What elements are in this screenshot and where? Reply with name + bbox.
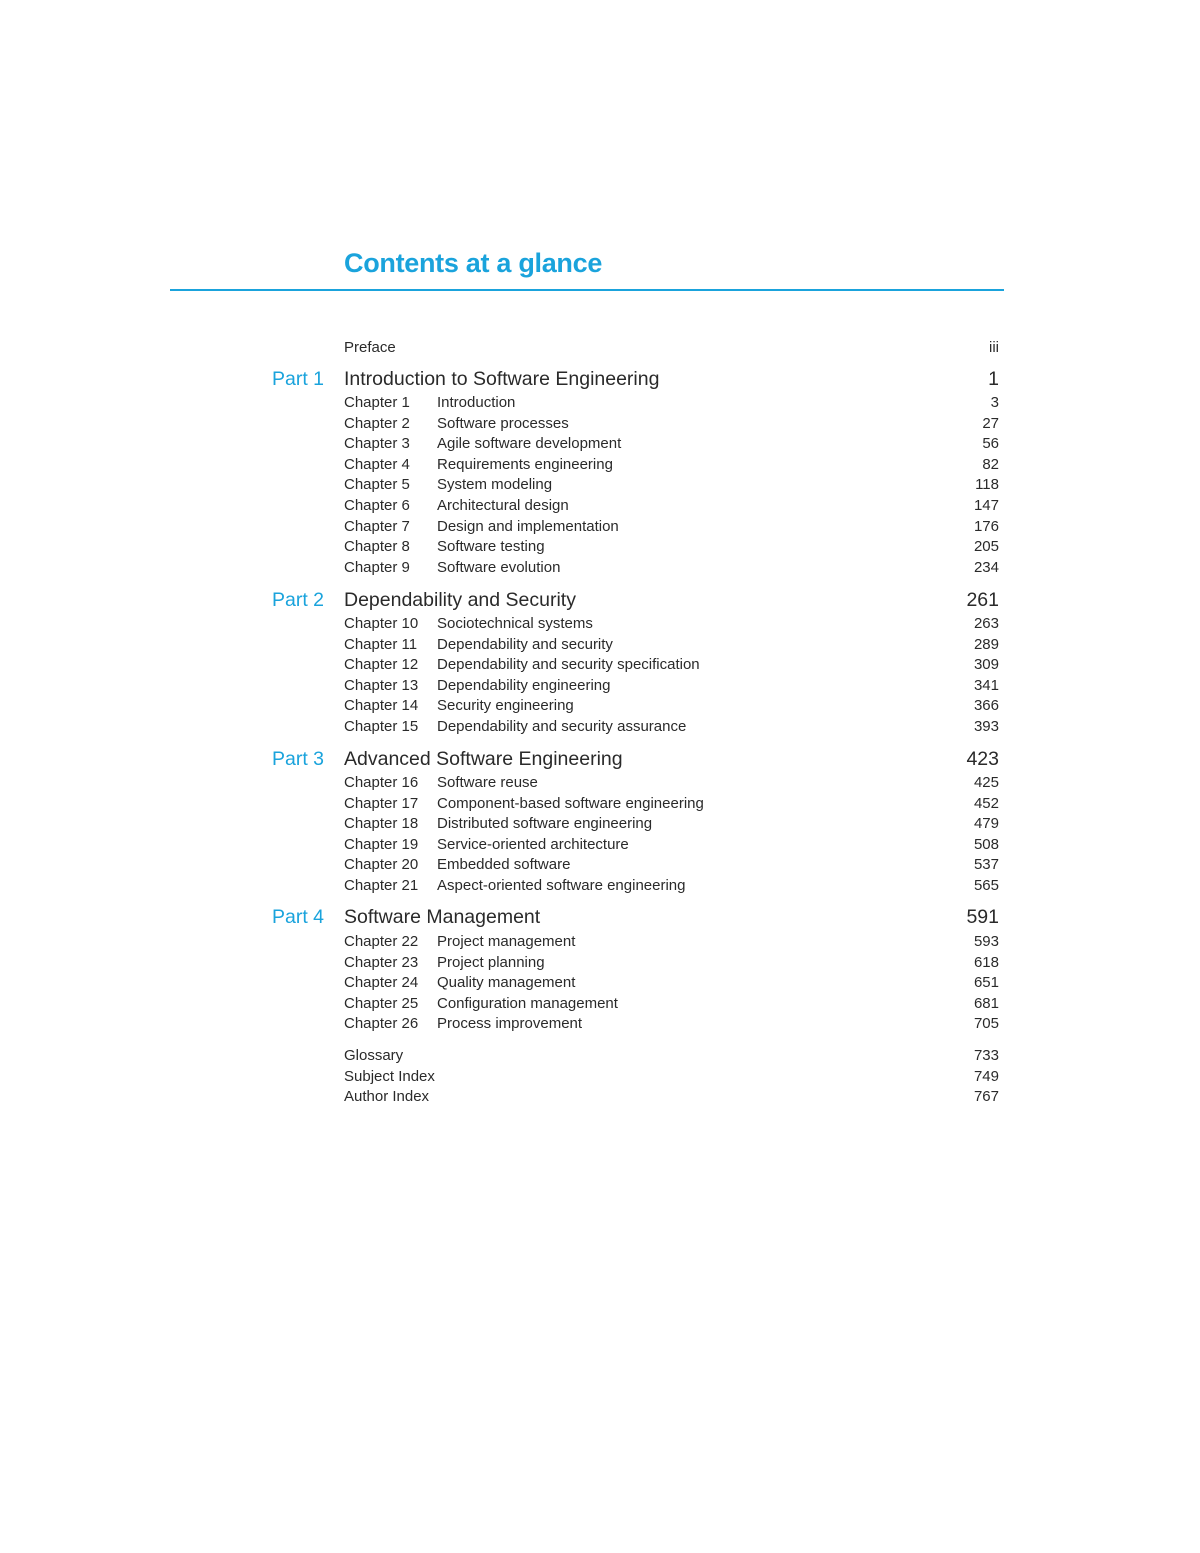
chapter-title: Distributed software engineering	[437, 815, 653, 833]
chapter-page-number: 309	[973, 656, 999, 674]
part-heading[interactable]	[0, 746, 1200, 772]
chapter-entry[interactable]	[0, 414, 1200, 435]
chapter-number: Chapter 1	[344, 394, 410, 411]
chapter-title: Agile software development	[437, 435, 622, 453]
chapter-entry[interactable]	[0, 717, 1200, 738]
part-title: Advanced Software Engineering	[344, 748, 623, 770]
chapter-entry[interactable]	[0, 475, 1200, 496]
chapter-entry[interactable]	[0, 953, 1200, 974]
chapter-page-number: 289	[973, 635, 999, 653]
chapter-title: Software testing	[437, 538, 545, 556]
chapter-number: Chapter 20	[344, 856, 419, 874]
chapter-number: Chapter 7	[344, 517, 410, 535]
back-matter-entry[interactable]	[0, 1067, 1200, 1088]
chapter-entry[interactable]	[0, 517, 1200, 538]
chapter-page-number: 393	[973, 718, 999, 735]
part-page-number: 1	[988, 368, 999, 390]
part-title: Introduction to Software Engineering	[344, 368, 660, 390]
chapter-entry[interactable]	[0, 676, 1200, 697]
chapter-title: Dependability and security specification	[437, 656, 700, 674]
chapter-title: Software reuse	[437, 774, 538, 791]
part-page-number: 591	[966, 906, 999, 928]
chapter-page-number: 27	[982, 414, 999, 432]
chapter-page-number: 681	[973, 994, 999, 1012]
chapter-entry[interactable]	[0, 635, 1200, 656]
chapter-page-number: 705	[973, 1015, 999, 1033]
chapter-title: Dependability and security	[437, 635, 613, 653]
chapter-page-number: 56	[982, 435, 999, 453]
chapter-page-number: 593	[973, 933, 999, 950]
chapter-title: System modeling	[437, 476, 553, 494]
chapter-entry[interactable]	[0, 455, 1200, 476]
entry-page-number: 749	[973, 1068, 999, 1085]
chapter-number: Chapter 19	[344, 835, 419, 853]
entry-label: Glossary	[344, 1047, 404, 1064]
chapter-page-number: 118	[975, 476, 999, 494]
chapter-number: Chapter 24	[344, 974, 419, 992]
chapter-entry[interactable]	[0, 655, 1200, 676]
chapter-page-number: 82	[982, 455, 999, 473]
entry-page-number: 767	[973, 1088, 999, 1105]
part-heading[interactable]	[0, 904, 1200, 930]
chapter-page-number: 508	[973, 835, 999, 853]
title-divider	[170, 289, 1004, 291]
chapter-page-number: 234	[973, 558, 999, 576]
chapter-title: Requirements engineering	[437, 455, 613, 473]
chapter-number: Chapter 12	[344, 656, 419, 674]
entry-page-number: iii	[989, 339, 999, 356]
chapter-entry[interactable]	[0, 994, 1200, 1015]
chapter-page-number: 537	[973, 856, 999, 874]
chapter-entry[interactable]	[0, 794, 1200, 815]
chapter-entry[interactable]	[0, 773, 1200, 794]
back-matter-entry[interactable]	[0, 1087, 1200, 1108]
chapter-title: Project management	[437, 933, 576, 950]
part-number: Part 3	[272, 748, 325, 770]
chapter-entry[interactable]	[0, 393, 1200, 414]
part-number: Part 4	[272, 906, 325, 928]
chapter-title: Introduction	[437, 394, 516, 411]
entry-label: Author Index	[344, 1088, 430, 1105]
part-heading[interactable]	[0, 366, 1200, 392]
chapter-title: Software processes	[437, 414, 569, 432]
chapter-page-number: 3	[990, 394, 999, 411]
chapter-title: Project planning	[437, 953, 545, 971]
chapter-number: Chapter 5	[344, 476, 410, 494]
part-number: Part 1	[272, 368, 325, 390]
chapter-page-number: 147	[973, 497, 999, 514]
entry-label: Preface	[344, 339, 396, 356]
chapter-title: Dependability and security assurance	[437, 718, 687, 735]
entry-label: Subject Index	[344, 1068, 435, 1085]
chapter-page-number: 651	[973, 974, 999, 992]
chapter-title: Design and implementation	[437, 517, 619, 535]
chapter-number: Chapter 17	[344, 794, 419, 812]
chapter-entry[interactable]	[0, 932, 1200, 953]
back-matter-entry[interactable]	[0, 1046, 1200, 1067]
chapter-entry[interactable]	[0, 973, 1200, 994]
page-title: Contents at a glance	[344, 248, 603, 278]
chapter-title: Dependability engineering	[437, 676, 611, 694]
chapter-number: Chapter 21	[344, 877, 419, 894]
chapter-entry[interactable]	[0, 814, 1200, 835]
chapter-page-number: 341	[973, 676, 999, 694]
chapter-number: Chapter 16	[344, 774, 419, 791]
chapter-number: Chapter 18	[344, 815, 419, 833]
chapter-page-number: 452	[973, 794, 999, 812]
chapter-entry[interactable]	[0, 558, 1200, 579]
toc-entry-preface[interactable]	[0, 338, 1200, 359]
chapter-entry[interactable]	[0, 835, 1200, 856]
chapter-title: Software evolution	[437, 558, 561, 576]
chapter-entry[interactable]	[0, 434, 1200, 455]
chapter-entry[interactable]	[0, 496, 1200, 517]
chapter-number: Chapter 14	[344, 697, 419, 715]
chapter-number: Chapter 23	[344, 953, 419, 971]
chapter-title: Embedded software	[437, 856, 571, 874]
chapter-title: Quality management	[437, 974, 576, 992]
chapter-title: Security engineering	[437, 697, 574, 715]
chapter-entry[interactable]	[0, 876, 1200, 897]
chapter-title: Component-based software engineering	[437, 794, 704, 812]
chapter-title: Process improvement	[437, 1015, 583, 1033]
chapter-title: Aspect-oriented software engineering	[437, 877, 686, 894]
chapter-number: Chapter 4	[344, 455, 410, 473]
chapter-page-number: 263	[973, 615, 999, 632]
chapter-number: Chapter 6	[344, 497, 410, 514]
chapter-entry[interactable]	[0, 696, 1200, 717]
chapter-number: Chapter 3	[344, 435, 410, 453]
chapter-title: Sociotechnical systems	[437, 615, 593, 632]
part-number: Part 2	[272, 589, 325, 611]
chapter-title: Architectural design	[437, 497, 569, 514]
chapter-number: Chapter 2	[344, 414, 410, 432]
chapter-number: Chapter 15	[344, 718, 419, 735]
chapter-entry[interactable]	[0, 537, 1200, 558]
chapter-number: Chapter 8	[344, 538, 410, 556]
chapter-entry[interactable]	[0, 1014, 1200, 1035]
chapter-page-number: 176	[973, 517, 999, 535]
chapter-number: Chapter 22	[344, 933, 419, 950]
chapter-page-number: 366	[973, 697, 999, 715]
chapter-number: Chapter 10	[344, 615, 419, 632]
entry-page-number: 733	[973, 1047, 999, 1064]
chapter-page-number: 565	[973, 877, 999, 894]
chapter-title: Configuration management	[437, 994, 618, 1012]
part-heading[interactable]	[0, 587, 1200, 613]
part-page-number: 261	[966, 589, 999, 611]
chapter-entry[interactable]	[0, 614, 1200, 635]
chapter-entry[interactable]	[0, 855, 1200, 876]
part-title: Dependability and Security	[344, 589, 576, 611]
chapter-title: Service-oriented architecture	[437, 835, 629, 853]
chapter-number: Chapter 11	[344, 635, 418, 653]
chapter-page-number: 618	[973, 953, 999, 971]
chapter-page-number: 425	[973, 774, 999, 791]
chapter-number: Chapter 25	[344, 994, 419, 1012]
chapter-number: Chapter 13	[344, 676, 419, 694]
part-page-number: 423	[966, 748, 999, 770]
chapter-page-number: 479	[973, 815, 999, 833]
chapter-page-number: 205	[973, 538, 999, 556]
chapter-number: Chapter 9	[344, 558, 410, 576]
chapter-number: Chapter 26	[344, 1015, 419, 1033]
part-title: Software Management	[344, 906, 541, 928]
